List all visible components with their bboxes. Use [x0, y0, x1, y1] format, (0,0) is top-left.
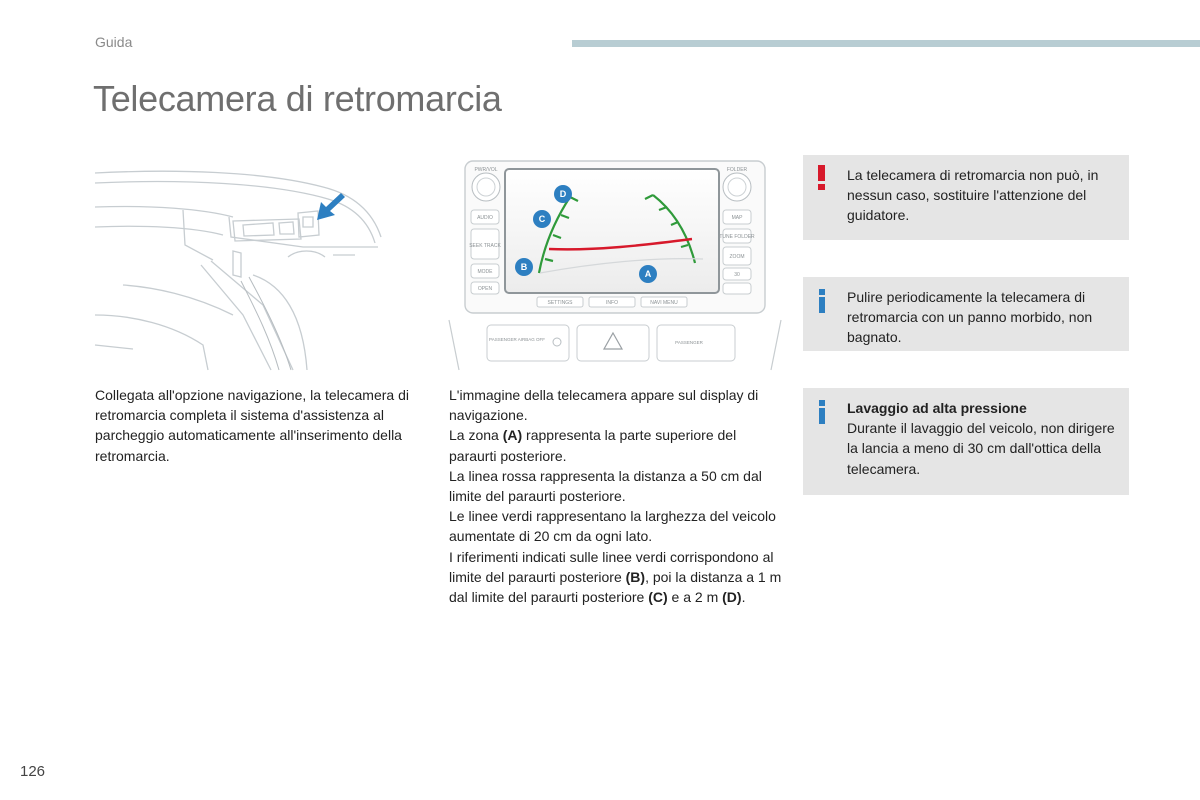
page-number: 126 [20, 763, 46, 780]
marker-d-label: D [559, 189, 567, 199]
warning-note [803, 155, 1129, 240]
button-label: SEEK TRACK [469, 243, 501, 249]
button-label: SETTINGS [547, 300, 573, 306]
button-label: AUDIO [477, 215, 493, 221]
intro-text [95, 385, 415, 466]
button-label: FOLDER [726, 167, 748, 173]
info-note-washing [803, 388, 1129, 495]
page-title: Telecamera di retromarcia [93, 78, 502, 119]
marker-c-label: C [538, 214, 546, 224]
info-washing-text: Durante il lavaggio del veicolo, non dirigere la lancia a meno di 30 cm dall'ottica della telecamera. [847, 420, 1115, 477]
screen-description-text [449, 385, 784, 607]
button-label: MODE [477, 269, 493, 275]
paragraph-green-lines: Le linee verdi rappresentano la larghezza del veicolo aumentate di 20 cm da ogni lato. [449, 508, 776, 545]
console-right-label: PASSENGER [675, 340, 703, 345]
button-label: INFO [606, 300, 618, 306]
button-label: 30 [734, 272, 740, 278]
paragraph-zone-a: La zona (A) rappresenta la parte superiore del paraurti posteriore. [449, 427, 737, 464]
marker-b-label: B [520, 262, 528, 272]
button-label: TUNE FOLDER [719, 234, 755, 240]
car-rear-illustration [93, 165, 393, 375]
header-bar [572, 40, 1200, 47]
button-label: NAVI MENU [650, 300, 678, 306]
console-left-label: PASSENGER AIRBAG OFF [489, 337, 545, 342]
header-section-label: Guida [95, 34, 133, 50]
warning-icon [818, 165, 825, 190]
paragraph-references: I riferimenti indicati sulle linee verdi corrispondono al limite del paraurti posteriore (B), poi la distanza a 1 m dal limite del paraurti posteriore (C) e a 2 m (D). [449, 548, 782, 606]
button-label: PWR/VOL [474, 167, 498, 173]
paragraph-display: L'immagine della telecamera appare sul display di navigazione. [449, 387, 759, 424]
info-note-cleaning [803, 277, 1129, 351]
navigation-screen-illustration [445, 155, 785, 375]
paragraph-red-line: La linea rossa rappresenta la distanza a 50 cm dal limite del paraurti posteriore. [449, 467, 762, 505]
info-cleaning-text: Pulire periodicamente la telecamera di retromarcia con un panno morbido, non bagnato. [847, 289, 1093, 346]
button-label: OPEN [477, 286, 493, 292]
button-label: ZOOM [729, 254, 745, 260]
info-icon [819, 289, 825, 313]
info-washing-title: Lavaggio ad alta pressione [847, 400, 1027, 416]
marker-a-label: A [644, 269, 652, 279]
button-label: MAP [731, 215, 743, 221]
intro-paragraph: Collegata all'opzione navigazione, la telecamera di retromarcia completa il sistema d'assistenza al parcheggio automaticamente all'inserimento della retromarcia. [95, 387, 409, 464]
info-icon [819, 400, 825, 424]
warning-text: La telecamera di retromarcia non può, in nessun caso, sostituire l'attenzione del guidatore. [847, 167, 1099, 224]
